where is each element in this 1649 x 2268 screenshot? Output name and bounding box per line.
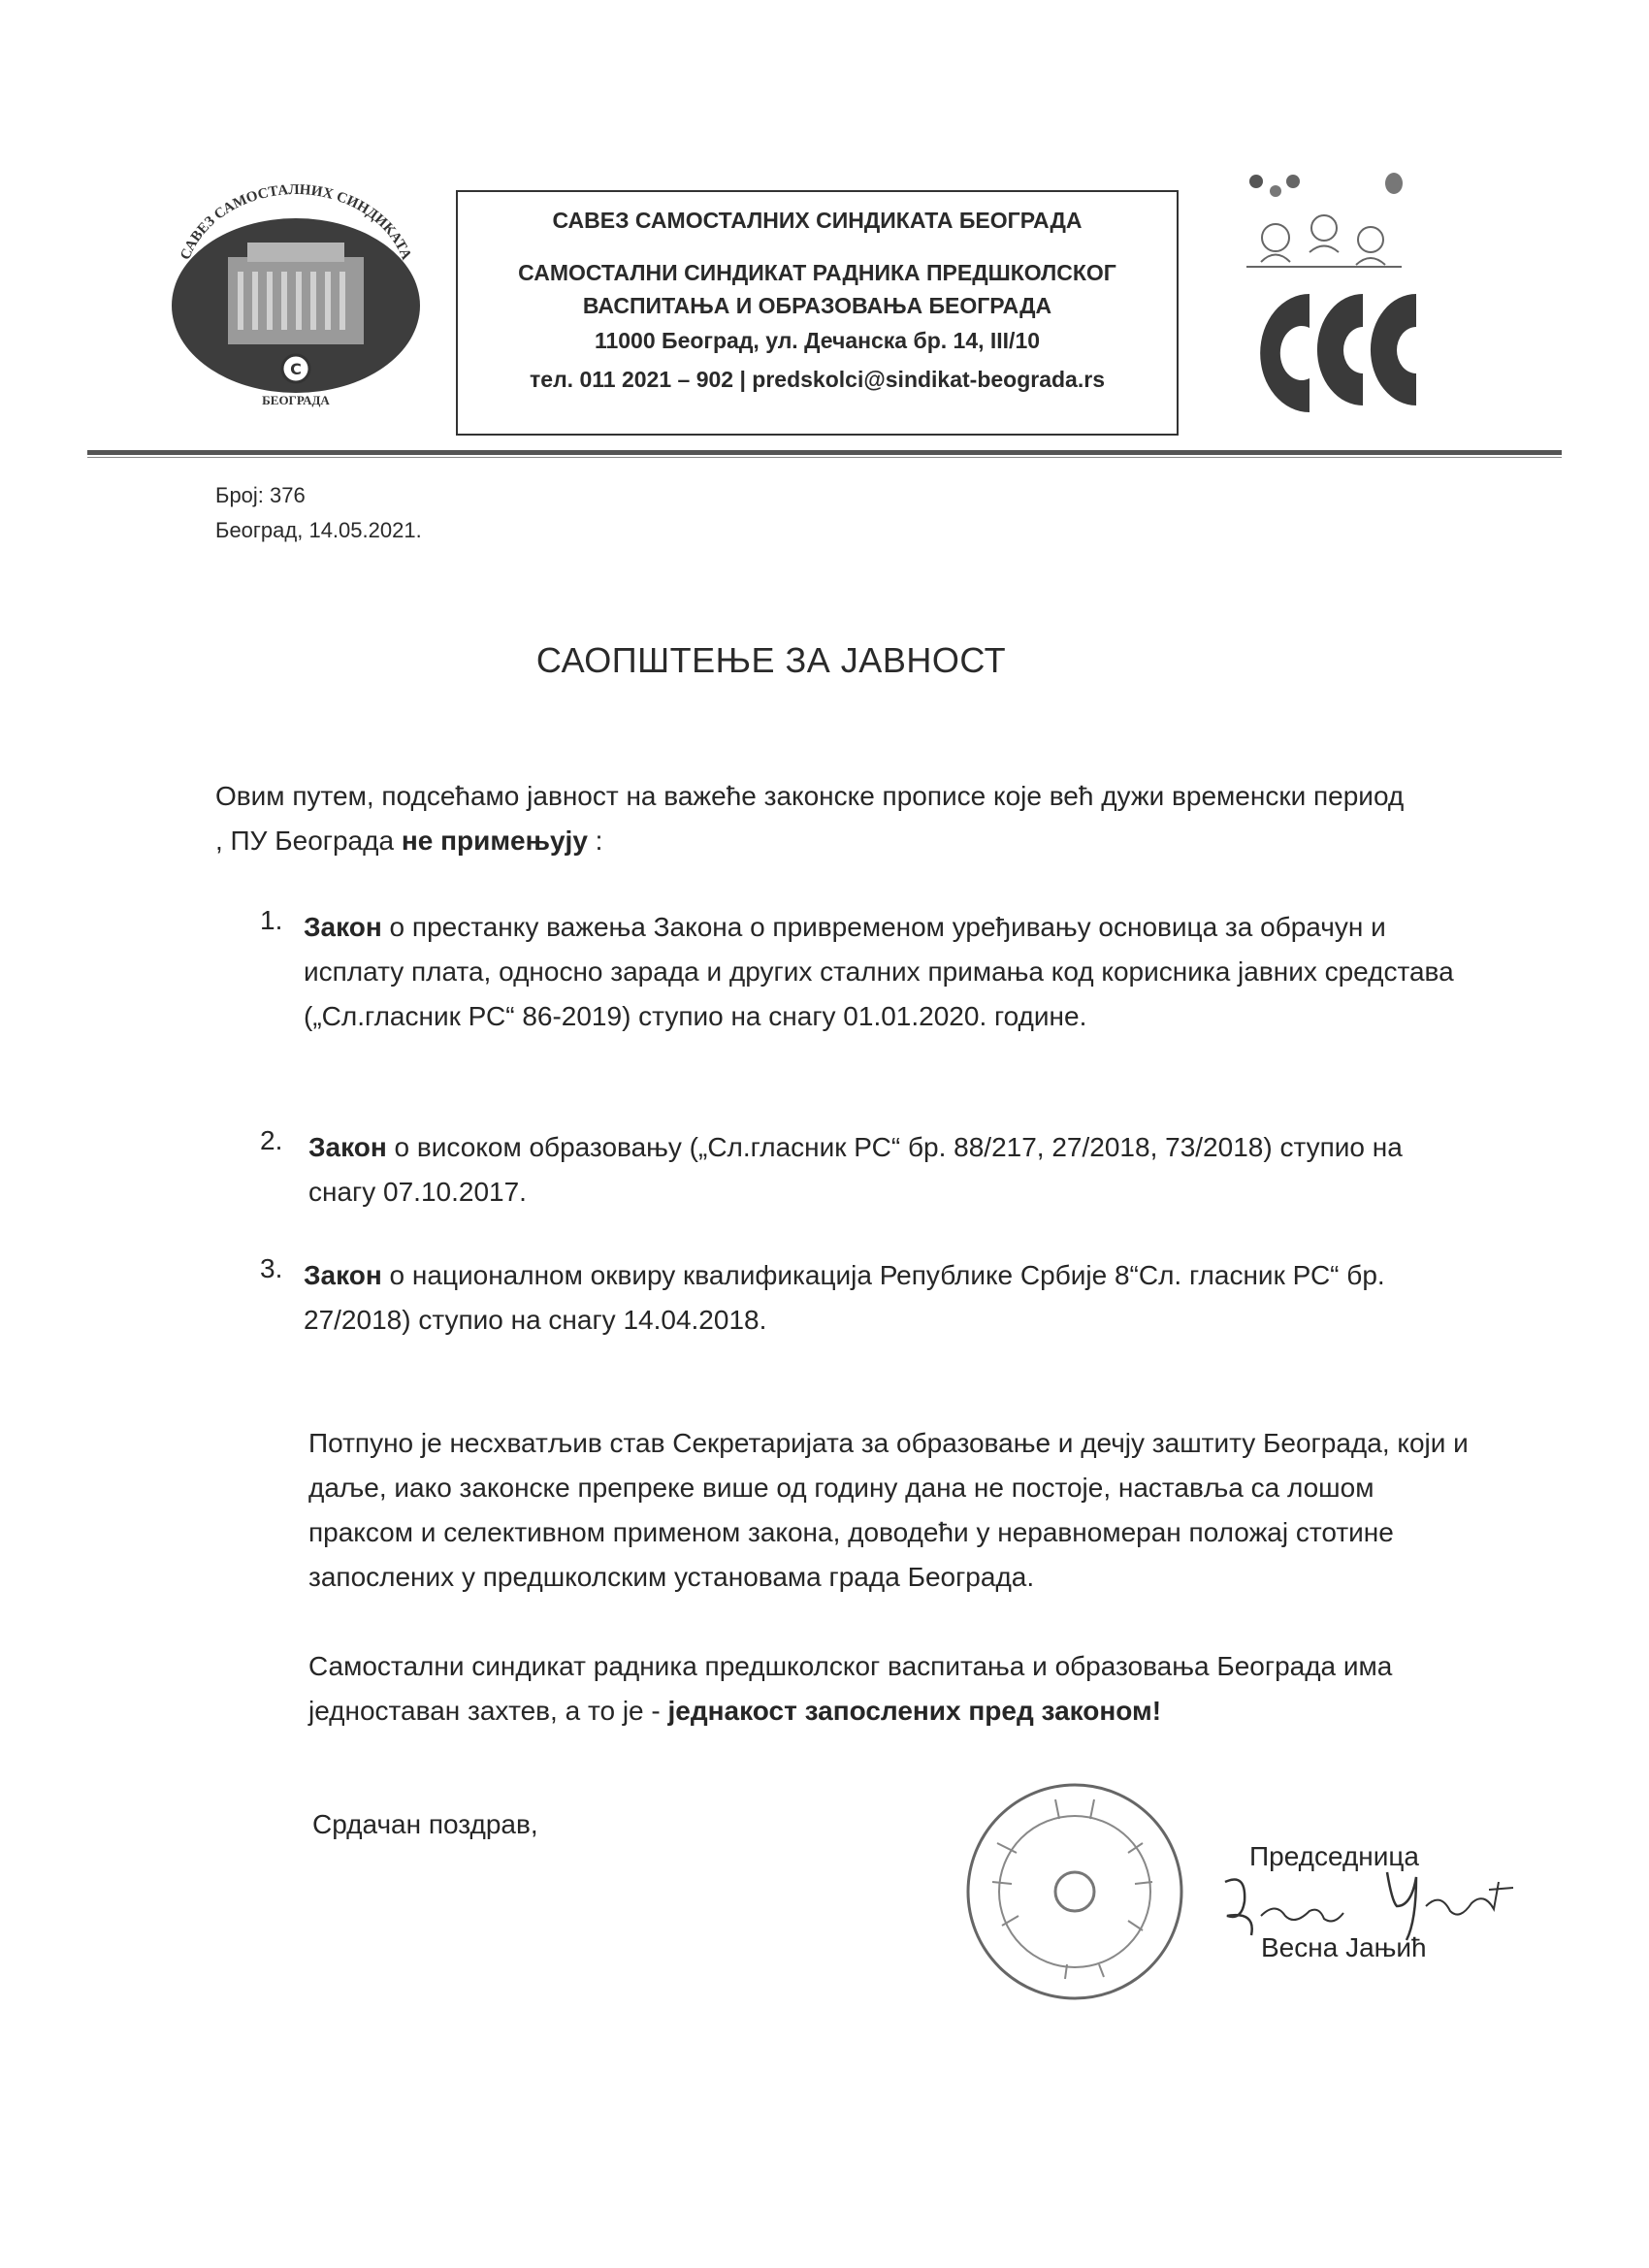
union-logo-right	[1217, 170, 1421, 427]
list-item-3-text: о националном оквиру квалификација Републике Србије 8“Сл. гласник РС“ бр. 27/2018) ступио на снагу 14.04.2018.	[304, 1260, 1385, 1335]
list-item-2	[308, 1125, 1472, 1215]
body-paragraph-2	[308, 1644, 1453, 1733]
header-divider-thin	[87, 457, 1562, 458]
logo-arc-text: САВЕЗ САМОСТАЛНИХ СИНДИКАТА	[178, 181, 414, 263]
signatory-name: Весна Јањић	[1261, 1932, 1427, 1962]
document-number: Број: 376	[215, 483, 306, 507]
union-logo-left	[155, 179, 436, 407]
list-item-1	[304, 905, 1468, 1039]
document-date: Београд, 14.05.2021.	[215, 518, 422, 542]
page-title: САОПШТЕЊЕ ЗА ЈАВНОСТ	[535, 640, 1007, 680]
list-item-2-text: о високом образовању („Сл.гласник РС“ бр. 88/217, 27/2018, 73/2018) ступио на снагу 07.10.2017.	[308, 1132, 1403, 1207]
list-item-number-3: 3.	[260, 1253, 283, 1283]
letterhead-box	[456, 190, 1179, 436]
list-item-number-1: 1.	[260, 905, 283, 935]
intro-paragraph	[215, 774, 1408, 863]
list-item-number-2: 2.	[260, 1125, 283, 1155]
intro-bold: не примењују	[401, 826, 588, 856]
letterhead-contact: тел. 011 2021 – 902 | predskolci@sindikat-beograda.rs	[530, 367, 1105, 392]
letterhead-line-1: САВЕЗ САМОСТАЛНИХ СИНДИКАТА БЕОГРАДА	[552, 208, 1083, 233]
body-paragraph-2-bold: једнакост запослених пред законом!	[667, 1696, 1162, 1726]
letterhead-line-3: ВАСПИТАЊА И ОБРАЗОВАЊА БЕОГРАДА	[582, 293, 1052, 318]
list-item-2-bold: Закон	[308, 1132, 387, 1162]
intro-text: Овим путем, подсећамо јавност на важеће законске прописе које већ дужи временски период , ПУ Београда	[215, 781, 1405, 856]
header-divider	[87, 450, 1562, 455]
list-item-1-text: о престанку важења Закона о привременом уређивању основица за обрачун и исплату плата, односно зарада и других сталних примања код корисника јавних средстава („Сл.гласник РС“ 86-2019) ступио на снагу 01.01.2020. године.	[304, 912, 1454, 1031]
svg-text:С: С	[290, 360, 302, 378]
body-paragraph-1: Потпуно је несхватљив став Секретаријата за образовање и дечју заштиту Београда, који и даље, иако законске препреке више од годину дана не постоје, наставља са лошом праксом и селективном применом закона, доводећи у неравномеран положај стотине запослених у предшколским установама града Београда.	[308, 1428, 1469, 1592]
list-item-3-bold: Закон	[304, 1260, 382, 1290]
closing-greeting: Срдачан поздрав,	[312, 1809, 538, 1839]
signatory-role: Председница	[1249, 1841, 1419, 1871]
letterhead-address: 11000 Београд, ул. Дечанска бр. 14, III/10	[594, 328, 1041, 353]
logo-bottom-text: БЕОГРАДА	[262, 393, 330, 407]
official-stamp	[958, 1775, 1191, 2008]
body-paragraph-2-text: Самостални синдикат радника предшколског васпитања и образовања Београда има једноставан захтев, а то је -	[308, 1651, 1393, 1726]
list-item-3	[304, 1253, 1487, 1343]
letterhead-line-2: САМОСТАЛНИ СИНДИКАТ РАДНИКА ПРЕДШКОЛСКОГ	[518, 260, 1116, 285]
list-item-1-bold: Закон	[304, 912, 382, 942]
intro-text-end: :	[587, 826, 603, 856]
